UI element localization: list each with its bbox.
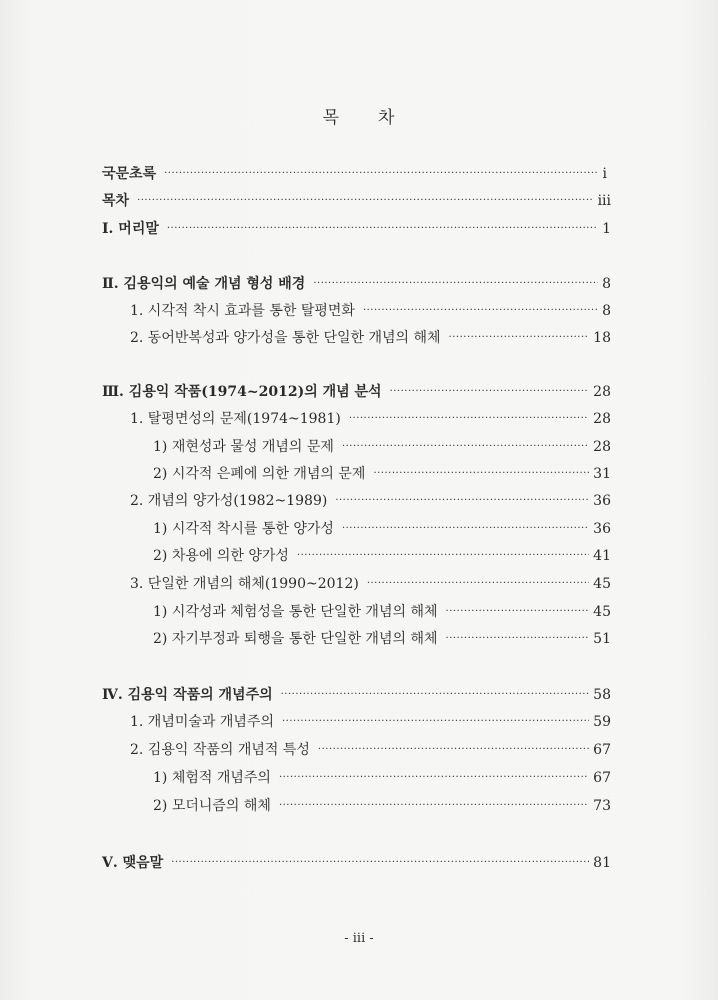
toc-leader-dots — [279, 772, 589, 783]
toc-entry-page: 8 — [602, 276, 611, 292]
toc-entry-page: 28 — [593, 439, 611, 455]
toc-leader-dots — [363, 305, 598, 316]
page-title — [0, 103, 718, 128]
toc-leader-dots — [342, 441, 589, 452]
toc-entry-label: 3. 단일한 개념의 해체(1990~2012) — [130, 576, 359, 592]
toc-entry[interactable] — [0, 795, 718, 819]
toc-entry-label: 2) 자기부정과 퇴행을 통한 단일한 개념의 해체 — [153, 631, 438, 647]
toc-entry-label: 2. 김용익 작품의 개념적 특성 — [130, 742, 310, 758]
toc-entry[interactable] — [0, 463, 718, 487]
toc-entry-page: iii — [597, 193, 611, 209]
toc-entry-page: 58 — [593, 687, 611, 703]
toc-entry[interactable] — [0, 601, 718, 625]
toc-leader-dots — [281, 689, 590, 700]
toc-entry-page: 28 — [593, 411, 611, 427]
toc-entry-page: i — [602, 166, 607, 182]
toc-leader-dots — [279, 800, 589, 811]
toc-entry-label: Ⅴ. 맺음말 — [102, 855, 164, 871]
toc-entry-page: 41 — [593, 548, 611, 564]
toc-entry-page: 51 — [593, 631, 611, 647]
toc-entry-label: 2. 개념의 양가성(1982~1989) — [130, 493, 328, 509]
toc-entry[interactable] — [0, 628, 718, 652]
toc-entry-page: 28 — [593, 384, 611, 400]
toc-leader-dots — [373, 468, 589, 479]
toc-entry-label: 2. 동어반복성과 양가성을 통한 단일한 개념의 해체 — [130, 330, 441, 346]
title-part-1: 목 — [322, 108, 340, 128]
toc-entry-page: 36 — [593, 521, 611, 537]
toc-entry-page: 67 — [593, 742, 611, 758]
toc-entry[interactable] — [0, 436, 718, 460]
toc-entry-page: 81 — [593, 855, 611, 871]
toc-entry[interactable] — [0, 327, 718, 351]
toc-entry-label: 1) 재현성과 물성 개념의 문제 — [153, 439, 334, 455]
toc-entry-label: Ⅲ. 김용익 작품(1974~2012)의 개념 분석 — [102, 384, 382, 400]
toc-entry[interactable] — [0, 218, 718, 242]
toc-leader-dots — [318, 744, 589, 755]
toc-leader-dots — [390, 386, 590, 397]
toc-entry-label: 1. 개념미술과 개념주의 — [130, 714, 274, 730]
toc-entry-page: 73 — [593, 798, 611, 814]
toc-entry-page: 18 — [593, 330, 611, 346]
toc-entry-label: Ⅳ. 김용익 작품의 개념주의 — [102, 687, 273, 703]
toc-entry-label: 1) 시각성과 체험성을 통한 단일한 개념의 해체 — [153, 604, 438, 620]
toc-entry[interactable] — [0, 767, 718, 791]
toc-entry[interactable] — [0, 490, 718, 514]
toc-entry-label: 국문초록 — [102, 166, 157, 182]
toc-entry-label: 1. 시각적 착시 효과를 통한 탈평면화 — [130, 303, 355, 319]
toc-leader-dots — [282, 716, 589, 727]
toc-entry-label: 목차 — [102, 193, 130, 209]
toc-leader-dots — [313, 278, 598, 289]
toc-leader-dots — [164, 168, 598, 179]
toc-entry-label: Ⅰ. 머리말 — [102, 221, 159, 237]
toc-leader-dots — [342, 523, 589, 534]
toc-leader-dots — [335, 495, 589, 506]
toc-leader-dots — [137, 195, 594, 206]
toc-entry-page: 67 — [593, 770, 611, 786]
toc-entry-page: 45 — [593, 604, 611, 620]
toc-entry-page: 8 — [602, 303, 611, 319]
toc-entry-page: 1 — [602, 221, 611, 237]
toc-entry[interactable] — [0, 711, 718, 735]
toc-leader-dots — [446, 606, 590, 617]
toc-entry-label: 1) 체험적 개념주의 — [153, 770, 271, 786]
toc-entry[interactable] — [0, 518, 718, 542]
toc-leader-dots — [171, 857, 589, 868]
toc-entry-label: Ⅱ. 김용익의 예술 개념 형성 배경 — [102, 276, 306, 292]
toc-leader-dots — [367, 578, 589, 589]
toc-entry-page: 31 — [593, 466, 611, 482]
toc-entry[interactable] — [0, 273, 718, 297]
toc-entry[interactable] — [0, 545, 718, 569]
toc-entry-label: 1. 탈평면성의 문제(1974~1981) — [130, 411, 341, 427]
toc-leader-dots — [297, 550, 589, 561]
toc-entry-page: 36 — [593, 493, 611, 509]
toc-entry[interactable] — [0, 739, 718, 763]
toc-leader-dots — [167, 223, 598, 234]
toc-entry[interactable] — [0, 684, 718, 708]
toc-entry[interactable] — [0, 852, 718, 876]
toc-leader-dots — [449, 332, 590, 343]
toc-leader-dots — [349, 413, 589, 424]
toc-entry[interactable] — [0, 163, 718, 187]
toc-entry[interactable] — [0, 381, 718, 405]
toc-entry-label: 2) 차용에 의한 양가성 — [153, 548, 289, 564]
toc-entry[interactable] — [0, 408, 718, 432]
toc-entry-page: 59 — [593, 714, 611, 730]
toc-entry[interactable] — [0, 190, 718, 214]
toc-leader-dots — [446, 633, 590, 644]
toc-entry-label: 1) 시각적 착시를 통한 양가성 — [153, 521, 334, 537]
toc-entry[interactable] — [0, 300, 718, 324]
toc-entry[interactable] — [0, 573, 718, 597]
toc-entry-label: 2) 시각적 은폐에 의한 개념의 문제 — [153, 466, 366, 482]
toc-entry-page: 45 — [593, 576, 611, 592]
title-part-2: 차 — [378, 108, 396, 128]
toc-entry-label: 2) 모더니즘의 해체 — [153, 798, 271, 814]
page-number-footer: - iii - — [344, 931, 374, 946]
